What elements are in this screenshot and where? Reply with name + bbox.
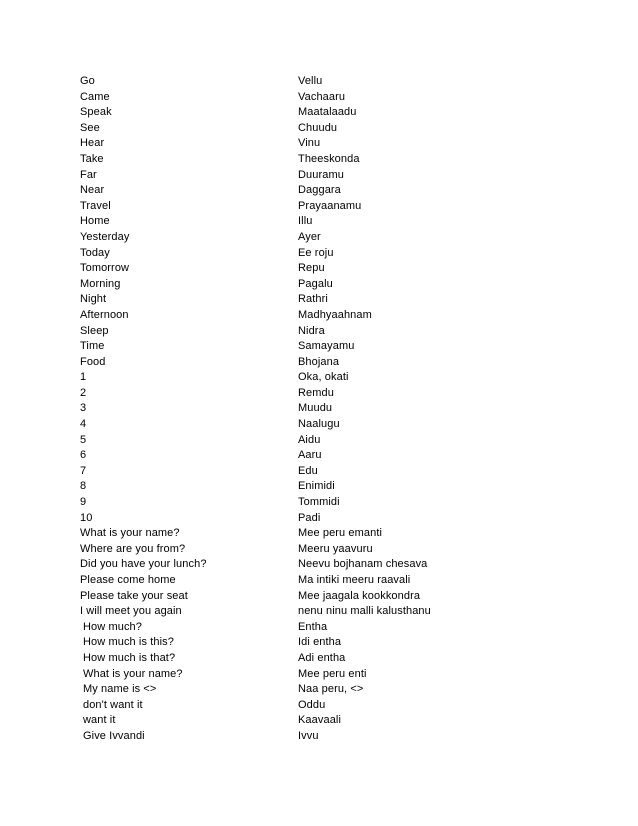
vocabulary-row <box>80 105 480 121</box>
vocabulary-row <box>80 386 480 402</box>
english-word: Yesterday <box>80 230 130 243</box>
telugu-translation: Muudu <box>298 402 333 415</box>
telugu-translation: Aaru <box>298 449 322 462</box>
telugu-translation: nenu ninu malli kalusthanu <box>298 605 431 618</box>
english-word: Take <box>80 152 104 165</box>
vocabulary-row <box>80 136 480 152</box>
english-word: Sleep <box>80 324 109 337</box>
telugu-translation: Mee peru emanti <box>298 527 383 540</box>
telugu-translation: Ayer <box>298 230 321 243</box>
english-word: 3 <box>80 402 87 415</box>
telugu-translation: Naa peru, <> <box>298 683 364 696</box>
telugu-translation: Pagalu <box>298 277 333 290</box>
vocabulary-row <box>80 355 480 371</box>
telugu-translation: Mee peru enti <box>298 667 367 680</box>
telugu-translation: Nidra <box>298 324 325 337</box>
telugu-translation: Adi entha <box>298 651 346 664</box>
telugu-translation: Maatalaadu <box>298 106 357 119</box>
english-word: 1 <box>80 371 87 384</box>
english-word: Give Ivvandi <box>83 729 145 742</box>
english-word: 6 <box>80 449 87 462</box>
vocabulary-row <box>80 620 480 636</box>
english-word: 9 <box>80 496 87 509</box>
english-word: 2 <box>80 386 87 399</box>
vocabulary-row <box>80 604 480 620</box>
english-word: 7 <box>80 464 87 477</box>
telugu-translation: Theeskonda <box>298 152 360 165</box>
english-word: Today <box>80 246 110 259</box>
telugu-translation: Oka, okati <box>298 371 349 384</box>
telugu-translation: Rathri <box>298 293 328 306</box>
english-word: My name is <> <box>83 683 157 696</box>
vocabulary-row <box>80 246 480 262</box>
vocabulary-row <box>80 90 480 106</box>
telugu-translation: Ee roju <box>298 246 334 259</box>
vocabulary-row <box>80 635 480 651</box>
telugu-translation: Vellu <box>298 75 323 87</box>
telugu-translation: Vinu <box>298 137 321 150</box>
english-word: Night <box>80 293 107 306</box>
english-word: See <box>80 121 100 134</box>
telugu-translation: Idi entha <box>298 636 342 649</box>
english-word: 8 <box>80 480 87 493</box>
telugu-translation: Bhojana <box>298 355 340 368</box>
vocabulary-row <box>80 526 480 542</box>
vocabulary-row <box>80 152 480 168</box>
english-word: How much is this? <box>83 636 174 649</box>
vocabulary-row <box>80 729 480 745</box>
vocabulary-row <box>80 464 480 480</box>
vocabulary-row <box>80 667 480 683</box>
english-word: Did you have your lunch? <box>80 558 207 571</box>
vocabulary-row <box>80 495 480 511</box>
telugu-translation: Naalugu <box>298 418 340 431</box>
telugu-translation: Chuudu <box>298 121 338 134</box>
vocabulary-row <box>80 214 480 230</box>
english-word: Time <box>80 340 105 353</box>
vocabulary-row <box>80 339 480 355</box>
english-word: What is your name? <box>80 527 180 540</box>
english-word: Please come home <box>80 574 176 586</box>
english-word: Far <box>80 168 97 181</box>
vocabulary-row <box>80 698 480 714</box>
telugu-translation: Meeru yaavuru <box>298 542 373 555</box>
vocabulary-row <box>80 277 480 293</box>
english-word: Hear <box>80 137 105 150</box>
vocabulary-row <box>80 74 480 90</box>
telugu-translation: Illu <box>298 215 313 228</box>
telugu-translation: Aidu <box>298 433 321 446</box>
vocabulary-row <box>80 589 480 605</box>
vocabulary-row <box>80 511 480 527</box>
english-word: I will meet you again <box>80 605 182 618</box>
telugu-translation: Mee jaagala kookkondra <box>298 589 421 602</box>
english-word: What is your name? <box>83 667 183 680</box>
vocabulary-row <box>80 261 480 277</box>
telugu-translation: Ma intiki meeru raavali <box>298 574 411 586</box>
english-word: don't want it <box>83 698 143 711</box>
vocabulary-row <box>80 713 480 729</box>
telugu-translation: Madhyaahnam <box>298 308 372 321</box>
english-word: Tomorrow <box>80 262 130 275</box>
telugu-translation: Prayaanamu <box>298 199 362 212</box>
vocabulary-row <box>80 682 480 698</box>
vocabulary-row <box>80 230 480 246</box>
telugu-translation: Enimidi <box>298 480 335 493</box>
english-word: Home <box>80 215 110 228</box>
vocabulary-row <box>80 292 480 308</box>
telugu-translation: Edu <box>298 464 318 477</box>
english-word: Afternoon <box>80 308 129 321</box>
english-word: Please take your seat <box>80 589 188 602</box>
english-word: Came <box>80 90 110 103</box>
english-word: 10 <box>80 511 93 524</box>
english-word: Morning <box>80 277 121 290</box>
english-word: Speak <box>80 106 112 119</box>
telugu-translation: Oddu <box>298 698 326 711</box>
telugu-translation: Remdu <box>298 386 334 399</box>
telugu-translation: Padi <box>298 511 321 524</box>
vocabulary-row <box>80 479 480 495</box>
telugu-translation: Vachaaru <box>298 90 346 103</box>
vocabulary-row <box>80 417 480 433</box>
vocabulary-row <box>80 651 480 667</box>
english-word: Near <box>80 184 105 197</box>
vocabulary-row <box>80 401 480 417</box>
vocabulary-row <box>80 121 480 137</box>
telugu-translation: Daggara <box>298 184 341 197</box>
vocabulary-row <box>80 448 480 464</box>
english-word: 5 <box>80 433 87 446</box>
english-word: 4 <box>80 418 87 431</box>
english-word: Where are you from? <box>80 542 186 555</box>
english-word: Travel <box>80 199 111 212</box>
telugu-translation: Neevu bojhanam chesava <box>298 558 428 571</box>
english-word: Food <box>80 355 106 368</box>
vocabulary-table <box>80 74 480 745</box>
telugu-translation: Samayamu <box>298 340 355 353</box>
telugu-translation: Duuramu <box>298 168 344 181</box>
english-word: How much? <box>83 620 142 633</box>
telugu-translation: Tommidi <box>298 496 340 509</box>
english-word: Go <box>80 75 95 87</box>
vocabulary-row <box>80 324 480 340</box>
english-word: want it <box>83 714 116 727</box>
vocabulary-row <box>80 308 480 324</box>
vocabulary-row <box>80 542 480 558</box>
vocabulary-row <box>80 168 480 184</box>
vocabulary-row <box>80 370 480 386</box>
telugu-translation: Repu <box>298 262 325 275</box>
vocabulary-row <box>80 573 480 589</box>
telugu-translation: Ivvu <box>298 729 319 742</box>
telugu-translation: Kaavaali <box>298 714 341 727</box>
english-word: How much is that? <box>83 651 176 664</box>
vocabulary-row <box>80 183 480 199</box>
vocabulary-row <box>80 433 480 449</box>
vocabulary-row <box>80 557 480 573</box>
telugu-translation: Entha <box>298 620 328 633</box>
vocabulary-row <box>80 199 480 215</box>
